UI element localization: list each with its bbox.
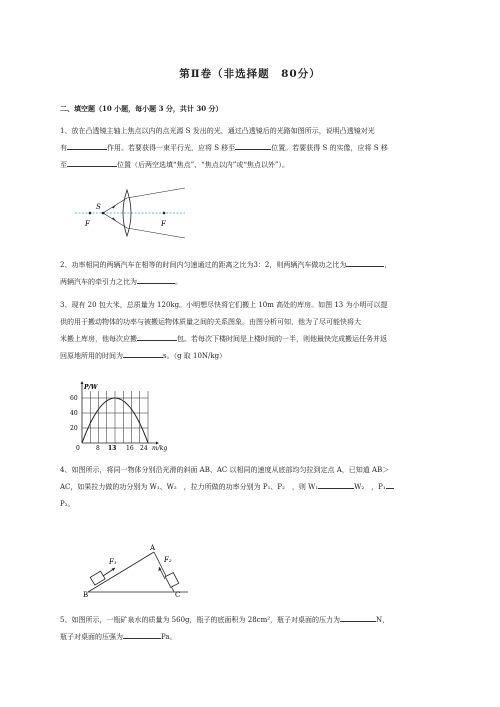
label-a: A xyxy=(150,544,156,552)
light-ray xyxy=(127,188,185,198)
q4-line-1: 4、如图所示，将同一物体分别沿光滑的斜面 AB、AC 以相同的速度从底部均匀拉到定点 A，已知道 AB＞ xyxy=(60,466,390,474)
x-axis-label: m/kg xyxy=(152,445,168,452)
incline-ab xyxy=(88,552,154,592)
answer-blank[interactable] xyxy=(123,348,163,358)
question-4 xyxy=(60,462,448,513)
light-ray xyxy=(127,228,185,238)
focus-point xyxy=(163,212,166,215)
q4-line-3: P₂。 xyxy=(60,500,75,508)
label-f-right: F xyxy=(161,220,166,228)
label-s: S xyxy=(96,203,101,211)
q3-line-3: 米搬上库房，他每次应搬 包。若每次下楼时间是上楼时间的一半，则他最快完成搬运任务并返 xyxy=(60,331,448,348)
question-3 xyxy=(60,297,448,365)
q3-line-1: 3、现有 20 包大米，总质量为 120kg。小明想尽快将它们搬上 10m 高处的库房。如图 13 为小明可以提 xyxy=(60,301,388,309)
answer-blank[interactable] xyxy=(386,479,394,489)
q1-line-2: 有 作用。若要获得一束平行光，应将 S 移至 位置。若要获得 S 的实像，应将 S 移 xyxy=(60,140,448,157)
label-c: C xyxy=(175,591,181,599)
question-1 xyxy=(60,123,448,174)
y-tick-20: 20 xyxy=(70,425,78,432)
x-tick-16: 16 xyxy=(126,445,134,452)
page-title: 第Ⅱ卷（非选择题 80分） xyxy=(179,68,321,80)
block-on-ac xyxy=(165,573,178,588)
answer-blank[interactable] xyxy=(67,140,107,150)
answer-blank[interactable] xyxy=(340,612,376,622)
x-tick-8: 8 xyxy=(96,445,100,452)
q3-line-2: 供的用于搬动物体的功率与被搬运物体质量之间的关系图象。由图分析可知，他为了尽可能快将大 xyxy=(60,318,361,326)
q2-line-2: 两辆汽车的牵引力之比为 。 xyxy=(60,274,448,291)
question-2 xyxy=(60,257,448,291)
q1-line-1: 1、放在凸透镜主轴上焦点以内的点光源 S 发出的光，通过凸透镜后的光路如图所示，说明凸透镜对光 xyxy=(60,127,375,135)
x-tick-24: 24 xyxy=(140,445,148,452)
y-tick-40: 40 xyxy=(70,410,78,417)
answer-blank[interactable] xyxy=(137,331,177,341)
answer-blank[interactable] xyxy=(346,257,384,267)
section-heading: 二、填空题（10 小题，每小题 3 分，共计 30 分） xyxy=(60,104,223,113)
answer-blank[interactable] xyxy=(123,629,161,639)
label-b: B xyxy=(83,591,89,599)
q5-line-1: 5、如图所示，一瓶矿泉水的质量为 560g，瓶子的底面积为 28cm²，瓶子对桌面的压力为 N， xyxy=(60,612,448,629)
q2-line-1: 2、功率相同的两辆汽车在相等的时间内匀速通过的距离之比为3：2，则两辆汽车做功之比为 ， xyxy=(60,257,448,274)
q5-line-2: 瓶子对桌面的压强为 Pa。 xyxy=(60,629,448,646)
graph-grid xyxy=(82,391,148,443)
source-point xyxy=(102,212,105,215)
label-f-left: F xyxy=(85,220,90,228)
incline-figure xyxy=(84,540,194,598)
answer-blank[interactable] xyxy=(67,157,117,167)
label-f1: F₁ xyxy=(109,558,117,566)
y-axis-label: P/W xyxy=(84,384,98,391)
label-f2: F₂ xyxy=(164,556,172,564)
answer-blank[interactable] xyxy=(137,274,175,284)
q1-line-3: 至 位置（后两空选填“焦点”、“焦点以内”或“焦点以外”）。 xyxy=(60,157,448,174)
focus-point xyxy=(89,212,92,215)
question-5 xyxy=(60,612,448,646)
q4-line-2: AC，如果拉力做的功分别为 W₁、W₂ ，拉力所做的功率分别为 P₁、P₂ ，则 W₁ W₂ ，P₁ xyxy=(60,479,448,496)
answer-blank[interactable] xyxy=(318,479,354,489)
y-tick-60: 60 xyxy=(70,395,78,402)
x-tick-0: 0 xyxy=(76,445,80,452)
convex-lens-figure xyxy=(70,188,190,238)
force-arrowhead xyxy=(112,568,116,571)
q3-line-4: 回原地所用的时间为 s。（g 取 10N/kg） xyxy=(60,348,448,365)
answer-blank[interactable] xyxy=(235,140,271,150)
figure-number: 13 xyxy=(108,445,117,452)
power-mass-graph xyxy=(60,380,185,452)
